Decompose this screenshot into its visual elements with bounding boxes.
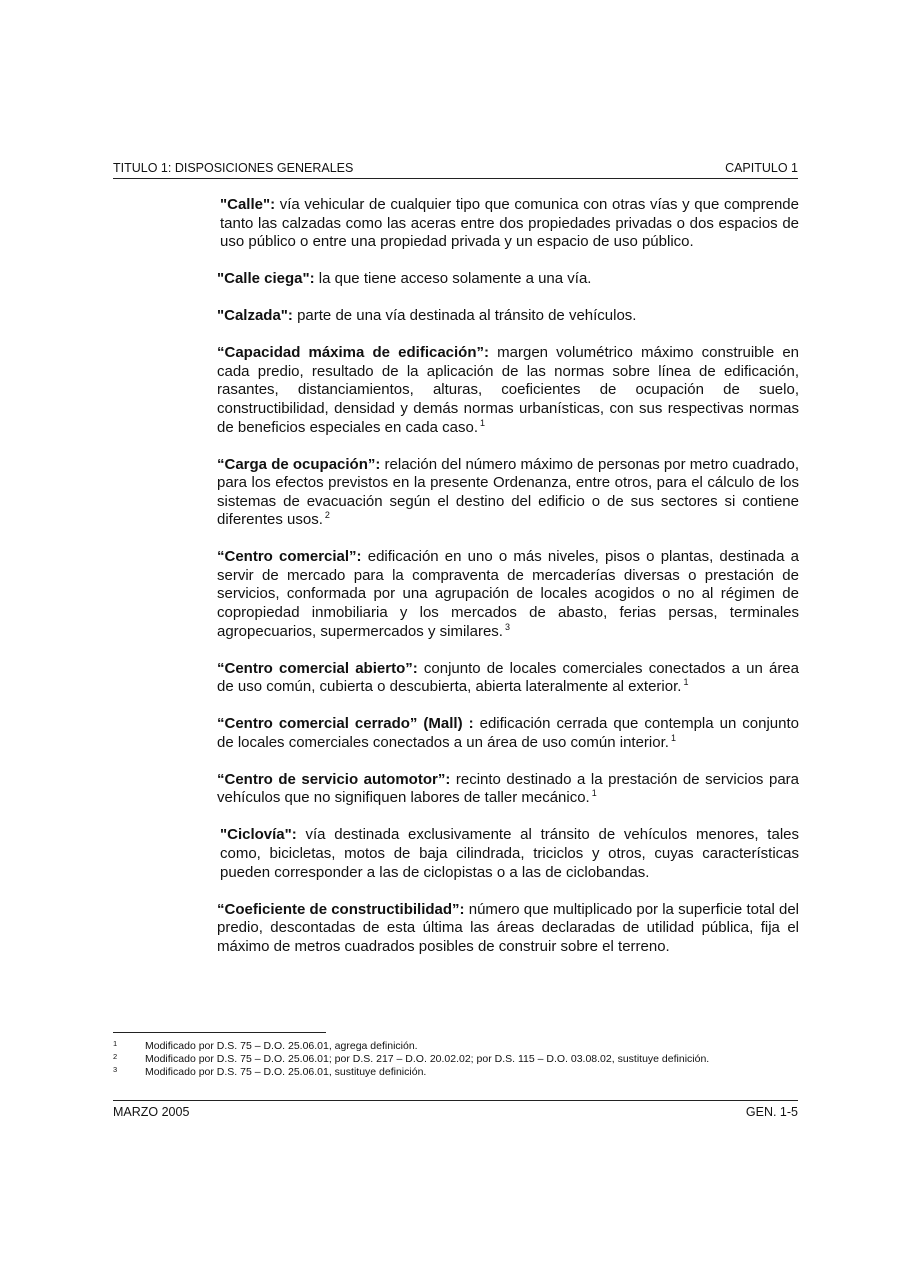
definition-text: vía vehicular de cualquier tipo que comunica con otras vías y que comprende tanto las calzadas como las aceras entre dos propiedades privadas o dos espacios de uso público o entre una propiedad privada y un espacio de uso público. xyxy=(220,196,799,251)
definition-text: margen volumétrico máximo construible en cada predio, resultado de la aplicación de las normas sobre línea de edificación, rasantes, distanciamientos, alturas, coeficientes de ocupación de suelo, constructibilidad, densidad y demás normas urbanísticas, con sus respectivas normas de beneficios especiales en cada caso. xyxy=(217,344,799,436)
footnotes xyxy=(113,1040,803,1080)
page-header xyxy=(113,161,798,179)
definition-text: conjunto de locales comerciales conectados a un área de uso común, cubierta o descubierta, abierta lateralmente al exterior. xyxy=(217,659,799,696)
definition-text: número que multiplicado por la superficie total del predio, descontadas de esta última las áreas declaradas de utilidad pública, fija el máximo de metros cuadrados posibles de construir sobre el terreno. xyxy=(217,900,800,955)
footnote-text: Modificado por D.S. 75 – D.O. 25.06.01, sustituye definición. xyxy=(145,1066,427,1079)
page-footer xyxy=(113,1100,798,1121)
definition-text: edificación en uno o más niveles, pisos o plantas, destinada a servir de mercado para la compraventa de mercaderías diversas o prestación de servicios, conformada por una agrupación de locales acogidos o no al régimen de copropiedad inmobiliaria y los mercados de abasto, ferias persas, terminales agropecuarios, supermercados y similares. xyxy=(217,548,799,640)
definition-term: “Centro comercial”: xyxy=(217,548,362,566)
definition-term: "Calzada": xyxy=(217,307,293,325)
definition-text: recinto destinado a la prestación de servicios para vehículos que no signifiquen labores de taller mecánico. xyxy=(217,770,799,807)
footnote-ref: 1 xyxy=(670,732,676,743)
footnote-ref: 3 xyxy=(504,621,510,632)
footnote-number: 1 xyxy=(113,1039,118,1048)
definition-entry xyxy=(217,660,799,697)
definition-entry xyxy=(217,548,799,641)
definition-text: la que tiene acceso solamente a una vía. xyxy=(314,270,592,288)
definition-term: “Carga de ocupación”: xyxy=(217,455,381,473)
footnote xyxy=(113,1053,803,1066)
footnote-ref: 1 xyxy=(591,788,597,799)
footnote-text: Modificado por D.S. 75 – D.O. 25.06.01, agrega definición. xyxy=(145,1040,418,1052)
definition-text: parte de una vía destinada al tránsito de vehículos. xyxy=(292,307,637,325)
footnote xyxy=(113,1040,803,1053)
definition-entry xyxy=(217,344,799,437)
footnote-text: Modificado por D.S. 75 – D.O. 25.06.01; por D.S. 217 – D.O. 20.02.02; por D.S. 115 – D.O. 03.08.02, sustituye definición. xyxy=(145,1053,710,1066)
definition-entry xyxy=(217,771,799,808)
definition-term: “Coeficiente de constructibilidad”: xyxy=(217,900,465,918)
definition-term: “Centro de servicio automotor”: xyxy=(217,770,451,788)
header-chapter: CAPITULO 1 xyxy=(725,161,798,175)
footnote-separator xyxy=(113,1032,326,1033)
definition-term: "Calle": xyxy=(220,196,276,213)
definition-entry xyxy=(217,307,799,326)
footer-date: MARZO 2005 xyxy=(113,1105,190,1119)
definition-term: “Centro comercial abierto”: xyxy=(217,659,418,677)
footnote-ref: 1 xyxy=(480,417,486,428)
page-number: GEN. 1-5 xyxy=(745,1105,798,1119)
definition-entry xyxy=(217,901,799,957)
definition-text: vía destinada exclusivamente al tránsito de vehículos menores, tales como, bicicletas, motos de baja cilindrada, triciclos y otros, cuyas características pueden corresponder a las de ciclopistas o a las de ciclobandas. xyxy=(220,826,799,881)
footnote-number: 2 xyxy=(113,1052,118,1062)
definition-term: "Ciclovía": xyxy=(220,826,297,844)
definition-term: "Calle ciega": xyxy=(217,270,315,288)
header-title: TITULO 1: DISPOSICIONES GENERALES xyxy=(113,161,354,175)
definition-term: “Capacidad máxima de edificación”: xyxy=(217,344,490,362)
definitions-list xyxy=(217,196,799,975)
definition-entry xyxy=(217,456,799,530)
footnote-number: 3 xyxy=(113,1065,118,1075)
footnote xyxy=(113,1066,803,1079)
definition-entry xyxy=(217,270,799,289)
definition-entry xyxy=(217,826,799,882)
definition-term: “Centro comercial cerrado” (Mall) : xyxy=(217,715,474,733)
definition-text: edificación cerrada que contempla un conjunto de locales comerciales conectados a un área de uso común interior. xyxy=(217,715,799,751)
definition-entry xyxy=(217,715,799,752)
definition-text: relación del número máximo de personas por metro cuadrado, para los efectos previstos en la presente Ordenanza, entre otros, para el cálculo de los sistemas de evacuación según el destino del edificio o de sus sectores si contiene diferentes usos. xyxy=(217,455,799,529)
footnote-ref: 2 xyxy=(324,510,330,521)
footnote-ref: 1 xyxy=(683,677,689,688)
definition-entry xyxy=(217,196,799,252)
